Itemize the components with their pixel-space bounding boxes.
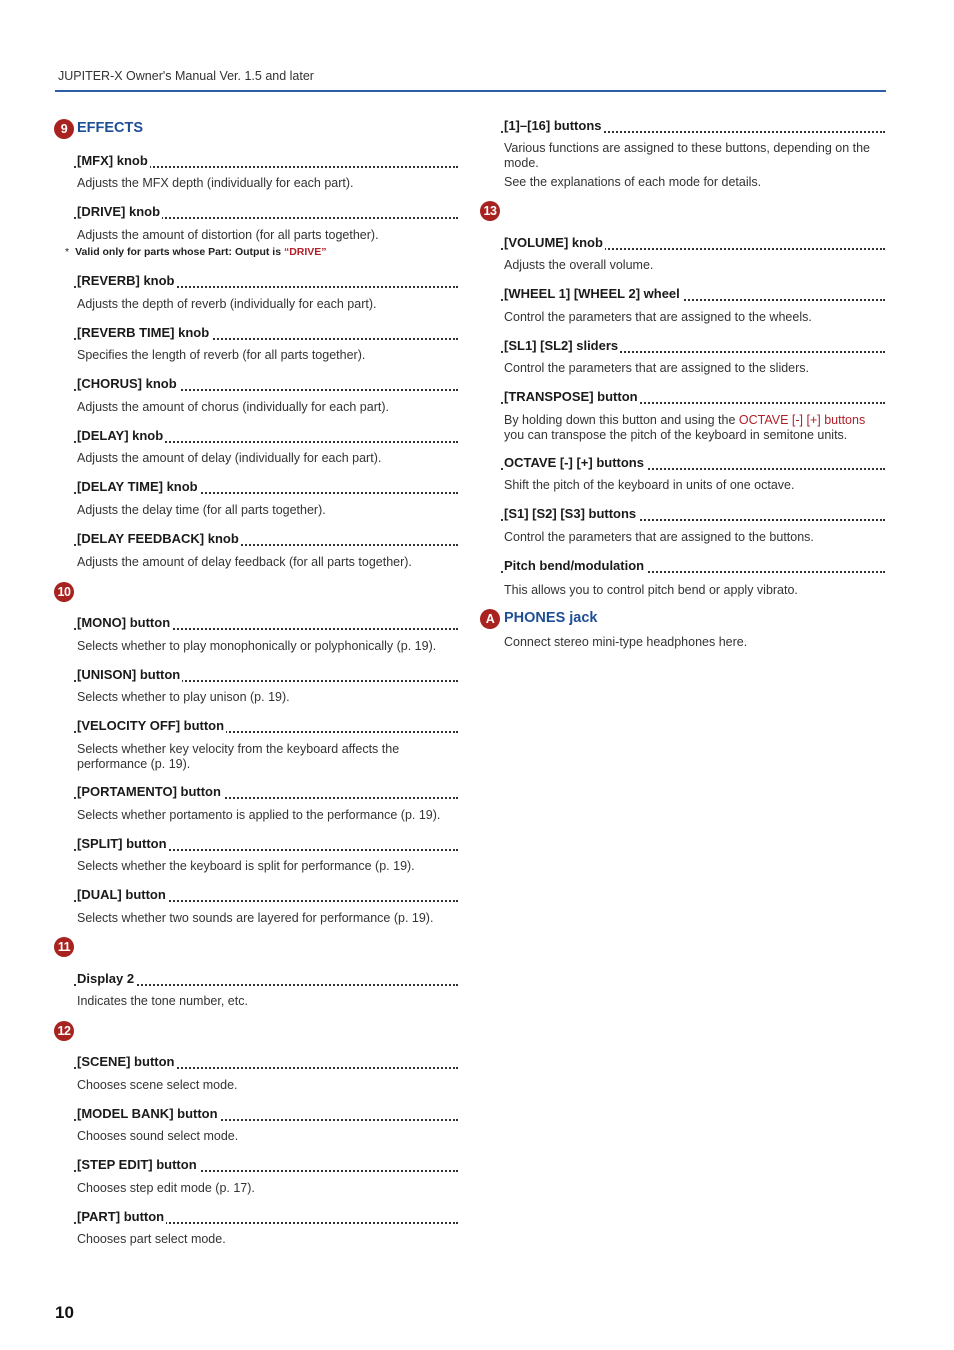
item-desc-unison-button: Selects whether to play unison (p. 19).	[77, 690, 290, 704]
item-desc-step-edit-button: Chooses step edit mode (p. 17).	[77, 1181, 255, 1195]
section-13-badge: 13	[480, 201, 500, 221]
item-title-portamento-button: [PORTAMENTO] button	[77, 783, 458, 799]
item-title-split-button: [SPLIT] button	[77, 835, 458, 851]
item-desc-dual-button: Selects whether two sounds are layered for performance (p. 19).	[77, 911, 434, 925]
item-title-wheel-1-2: [WHEEL 1] [WHEEL 2] wheel	[504, 285, 885, 301]
item-desc-reverb-knob: Adjusts the depth of reverb (individually for each part).	[77, 297, 377, 311]
item-title-reverb-time-knob: [REVERB TIME] knob	[77, 324, 458, 340]
item-desc-transpose-button: By holding down this button and using the OCTAVE [-] [+] buttons you can transpose the pitch of the keyboard in semitone units.	[504, 413, 866, 442]
item-desc-delay-knob: Adjusts the amount of delay (individually for each part).	[77, 451, 382, 465]
item-desc-model-bank-button: Chooses sound select mode.	[77, 1129, 239, 1143]
item-desc-display-2: Indicates the tone number, etc.	[77, 994, 248, 1008]
item-title-delay-knob: [DELAY] knob	[77, 427, 458, 443]
item-desc-scene-button: Chooses scene select mode.	[77, 1078, 238, 1092]
item-desc-pitch-bend-modulation: This allows you to control pitch bend or apply vibrato.	[504, 583, 798, 597]
item-desc-phones-jack: Connect stereo mini-type headphones here.	[504, 635, 748, 649]
item-title-s1-s2-s3-buttons: [S1] [S2] [S3] buttons	[504, 505, 885, 521]
item-desc-s1-s2-s3-buttons: Control the parameters that are assigned to the buttons.	[504, 530, 814, 544]
section-9-title: EFFECTS	[77, 120, 144, 136]
item-desc-volume-knob: Adjusts the overall volume.	[504, 258, 654, 272]
item-title-display-2: Display 2	[77, 970, 458, 986]
item-title-mono-button: [MONO] button	[77, 614, 458, 630]
item-desc-sl1-sl2-sliders: Control the parameters that are assigned to the sliders.	[504, 361, 810, 375]
item-desc-drive-knob: Adjusts the amount of distortion (for all parts together).	[77, 228, 379, 242]
item-title-scene-button: [SCENE] button	[77, 1053, 458, 1069]
item-desc-mfx-knob: Adjusts the MFX depth (individually for each part).	[77, 176, 354, 190]
section-a-badge: A	[480, 609, 500, 629]
octave-buttons-link[interactable]: OCTAVE [-] [+] buttons	[738, 413, 866, 427]
drive-note: * Valid only for parts whose Part: Output is “DRIVE”	[65, 246, 327, 258]
item-desc-mono-button: Selects whether to play monophonically or polyphonically (p. 19).	[77, 639, 437, 653]
section-9-badge: 9	[54, 119, 74, 139]
item-desc-split-button: Selects whether the keyboard is split for performance (p. 19).	[77, 859, 415, 873]
item-title-transpose-button: [TRANSPOSE] button	[504, 388, 885, 404]
item-title-chorus-knob: [CHORUS] knob	[77, 375, 458, 391]
item-desc-velocity-off-button: Selects whether key velocity from the keyboard affects the performance (p. 19).	[77, 742, 400, 771]
section-12-badge: 12	[54, 1021, 74, 1041]
item-desc-chorus-knob: Adjusts the amount of chorus (individually for each part).	[77, 400, 389, 414]
item-title-velocity-off-button: [VELOCITY OFF] button	[77, 717, 458, 733]
item-desc-portamento-button: Selects whether portamento is applied to the performance (p. 19).	[77, 808, 441, 822]
header-rule	[55, 90, 886, 92]
page-number: 10	[55, 1303, 74, 1322]
item-title-delay-feedback-knob: [DELAY FEEDBACK] knob	[77, 530, 458, 546]
item-desc-1-16-buttons-more: See the explanations of each mode for details.	[504, 175, 762, 189]
item-title-dual-button: [DUAL] button	[77, 886, 458, 902]
item-title-delay-time-knob: [DELAY TIME] knob	[77, 478, 458, 494]
item-title-1-16-buttons: [1]–[16] buttons	[504, 117, 885, 133]
section-11-badge: 11	[54, 937, 74, 957]
item-title-sl1-sl2-sliders: [SL1] [SL2] sliders	[504, 337, 885, 353]
item-title-drive-knob: [DRIVE] knob	[77, 203, 458, 219]
item-desc-1-16-buttons: Various functions are assigned to these buttons, depending on the mode.	[504, 141, 870, 170]
item-desc-reverb-time-knob: Specifies the length of reverb (for all parts together).	[77, 348, 366, 362]
item-desc-octave-buttons: Shift the pitch of the keyboard in units of one octave.	[504, 478, 795, 492]
item-desc-delay-feedback-knob: Adjusts the amount of delay feedback (for all parts together).	[77, 555, 412, 569]
section-a-title: PHONES jack	[504, 610, 598, 626]
item-desc-wheel-1-2: Control the parameters that are assigned to the wheels.	[504, 310, 812, 324]
item-title-octave-buttons: OCTAVE [-] [+] buttons	[504, 454, 885, 470]
item-desc-delay-time-knob: Adjusts the delay time (for all parts together).	[77, 503, 326, 517]
section-10-badge: 10	[54, 582, 74, 602]
item-title-model-bank-button: [MODEL BANK] button	[77, 1105, 458, 1121]
item-title-volume-knob: [VOLUME] knob	[504, 234, 885, 250]
item-desc-part-button: Chooses part select mode.	[77, 1232, 226, 1246]
item-title-reverb-knob: [REVERB] knob	[77, 272, 458, 288]
item-title-pitch-bend-modulation: Pitch bend/modulation	[504, 557, 885, 573]
item-title-mfx-knob: [MFX] knob	[77, 152, 458, 168]
item-title-step-edit-button: [STEP EDIT] button	[77, 1156, 458, 1172]
item-title-unison-button: [UNISON] button	[77, 666, 458, 682]
manual-header-title: JUPITER-X Owner's Manual Ver. 1.5 and later	[58, 69, 314, 83]
item-title-part-button: [PART] button	[77, 1208, 458, 1224]
